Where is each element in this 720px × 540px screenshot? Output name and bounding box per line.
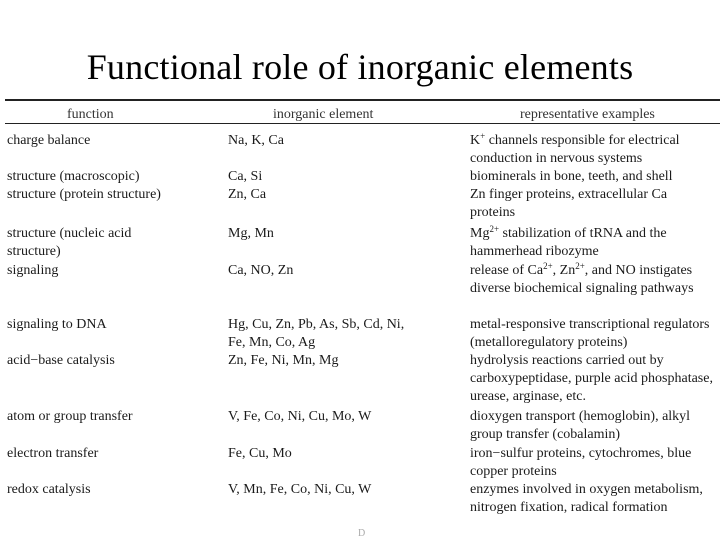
table-row-example: enzymes involved in oxygen metabolism, nitrogen fixation, radical formation xyxy=(470,482,703,515)
page-mark: D xyxy=(358,528,366,539)
table-row-function: structure (nucleic acid structure) xyxy=(7,226,132,259)
table-row-example: dioxygen transport (hemoglobin), alkyl group transfer (cobalamin) xyxy=(470,409,691,442)
table-row-function: signaling to DNA xyxy=(7,317,107,332)
table-row-example: release of $Ca^{2+}$, $Zn^{2+}$, and NO instigates diverse biochemical signaling pathways xyxy=(470,261,694,296)
table-row-example: Zn finger proteins, extracellular Ca proteins xyxy=(470,187,668,220)
table-row-function: structure (macroscopic) xyxy=(7,169,140,184)
table-row-element: V, Fe, Co, Ni, Cu, Mo, W xyxy=(228,409,372,424)
table-row-element: Zn, Ca xyxy=(228,187,267,202)
slide-title: Functional role of inorganic elements xyxy=(86,47,634,87)
table-row-example: K+ channels responsible for electrical conduction in nervous systems xyxy=(470,131,680,166)
header-function: function xyxy=(67,107,114,122)
table-row-element: Na, K, Ca xyxy=(228,133,284,148)
table-row-element: Hg, Cu, Zn, Pb, As, Sb, Cd, Ni, Fe, Mn, Co, Ag xyxy=(228,317,405,350)
table-row-element: Ca, Si xyxy=(228,169,263,184)
table-row-element: Mg, Mn xyxy=(228,226,274,241)
elements-table xyxy=(5,99,720,124)
table-row-function: redox catalysis xyxy=(7,482,91,497)
table-row-example: biominerals in bone, teeth, and shell xyxy=(470,169,673,184)
table-row-function: acid−base catalysis xyxy=(7,353,115,368)
table-row-example: iron−sulfur proteins, cytochromes, blue copper proteins xyxy=(470,446,692,479)
table-row-element: V, Mn, Fe, Co, Ni, Cu, W xyxy=(228,482,372,497)
table-row-element: Ca, NO, Zn xyxy=(228,263,294,278)
table-row-function: structure (protein structure) xyxy=(7,187,161,202)
header-inorganic-element: inorganic element xyxy=(273,107,374,122)
table-row-element: Fe, Cu, Mo xyxy=(228,446,292,461)
table-header xyxy=(5,101,720,124)
table-row-function: atom or group transfer xyxy=(7,409,133,424)
table-row-function: electron transfer xyxy=(7,446,99,461)
header-representative-examples: representative examples xyxy=(520,107,655,122)
table-row-example: hydrolysis reactions carried out by carboxypeptidase, purple acid phosphatase, urease, arginase, etc. xyxy=(470,353,713,404)
table-row-element: Zn, Fe, Ni, Mn, Mg xyxy=(228,353,339,368)
table-row-example: metal-responsive transcriptional regulators (metalloregulatory proteins) xyxy=(470,317,710,350)
table-row-function: signaling xyxy=(7,263,59,278)
table-row-function: charge balance xyxy=(7,133,91,148)
table-row-example: $Mg^{2+}$ stabilization of tRNA and the hammerhead ribozyme xyxy=(470,224,667,259)
